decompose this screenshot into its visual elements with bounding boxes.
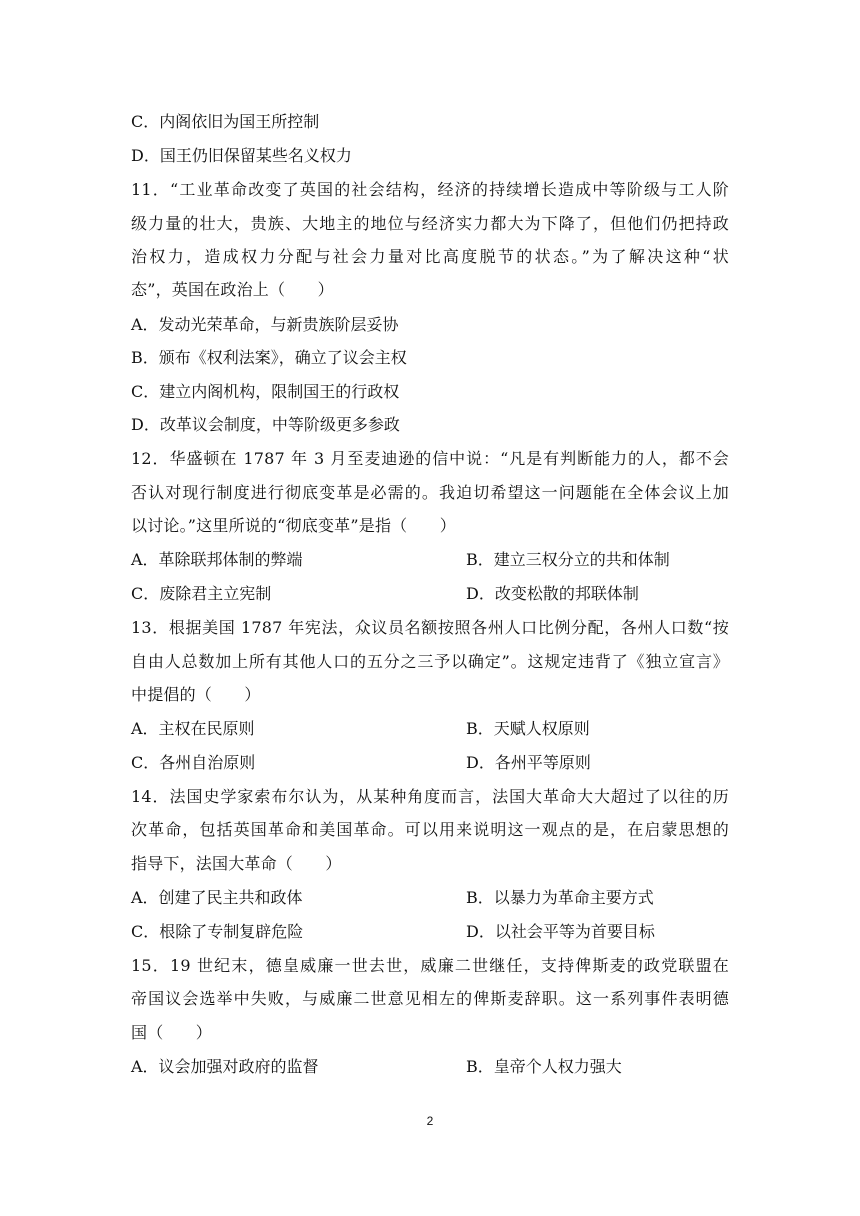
option-c: C．内阁依旧为国王所控制 xyxy=(131,112,320,131)
question-text-line: 级力量的壮大，贵族、大地主的地位与经济实力都大为下降了，但他们仍把持政 xyxy=(131,214,729,233)
question-text-line: 中提倡的（ ） xyxy=(131,685,261,704)
option-b: B．皇帝个人权力强大 xyxy=(466,1057,622,1076)
option-a: A．革除联邦体制的弊端 xyxy=(131,550,303,569)
option-c: C．根除了专制复辟危险 xyxy=(131,922,304,941)
question-text-line: 13．根据美国 1787 年宪法，众议员名额按照各州人口比例分配，各州人口数“按 xyxy=(131,618,729,637)
question-text-line: 12．华盛顿在 1787 年 3 月至麦迪逊的信中说：“凡是有判断能力的人，都不会 xyxy=(131,449,729,468)
question-text-line: 国（ ） xyxy=(131,1023,213,1042)
option-a: A．创建了民主共和政体 xyxy=(131,888,303,907)
option-d: D．国王仍旧保留某些名义权力 xyxy=(131,146,352,165)
option-b: B．天赋人权原则 xyxy=(466,719,590,738)
question-text-line: 否认对现行制度进行彻底变革是必需的。我迫切希望这一问题能在全体会议上加 xyxy=(131,483,729,502)
question-text-line: 指导下，法国大革命（ ） xyxy=(131,854,342,873)
option-a: A．主权在民原则 xyxy=(131,719,255,738)
option-b: B．以暴力为革命主要方式 xyxy=(466,888,654,907)
question-text-line: 次革命，包括英国革命和美国革命。可以用来说明这一观点的是，在启蒙思想的 xyxy=(131,820,729,839)
question-text-line: 态”，英国在政治上（ ） xyxy=(131,280,334,299)
question-text-line: 自由人总数加上所有其他人口的五分之三予以确定”。这规定违背了《独立宣言》 xyxy=(131,652,729,671)
question-text-line: 治权力，造成权力分配与社会力量对比高度脱节的状态。”为了解决这种“状 xyxy=(131,247,729,266)
option-a: A．议会加强对政府的监督 xyxy=(131,1057,319,1076)
option-d: D．以社会平等为首要目标 xyxy=(466,922,655,941)
question-text-line: 以讨论。”这里所说的“彻底变革”是指（ ） xyxy=(131,516,456,535)
option-d: D．各州平等原则 xyxy=(466,753,591,772)
option-a: A．发动光荣革命，与新贵族阶层妥协 xyxy=(131,315,399,334)
question-text-line: 14．法国史学家索布尔认为，从某种角度而言，法国大革命大大超过了以往的历 xyxy=(131,787,729,806)
option-d: D．改革议会制度，中等阶级更多参政 xyxy=(131,415,400,434)
question-text-line: 11．“工业革命改变了英国的社会结构，经济的持续增长造成中等阶级与工人阶 xyxy=(131,180,729,199)
question-text-line: 帝国议会选举中失败，与威廉二世意见相左的俾斯麦辞职。这一系列事件表明德 xyxy=(131,989,729,1008)
option-c: C．建立内阁机构，限制国王的行政权 xyxy=(131,382,400,401)
option-c: C．各州自治原则 xyxy=(131,753,256,772)
page-number: 2 xyxy=(426,1114,434,1128)
question-text-line: 15．19 世纪末，德皇威廉一世去世，威廉二世继任，支持俾斯麦的政党联盟在 xyxy=(131,956,729,975)
option-c: C．废除君主立宪制 xyxy=(131,584,272,603)
option-d: D．改变松散的邦联体制 xyxy=(466,584,639,603)
option-b: B．颁布《权利法案》，确立了议会主权 xyxy=(131,348,407,367)
option-b: B．建立三权分立的共和体制 xyxy=(466,550,670,569)
